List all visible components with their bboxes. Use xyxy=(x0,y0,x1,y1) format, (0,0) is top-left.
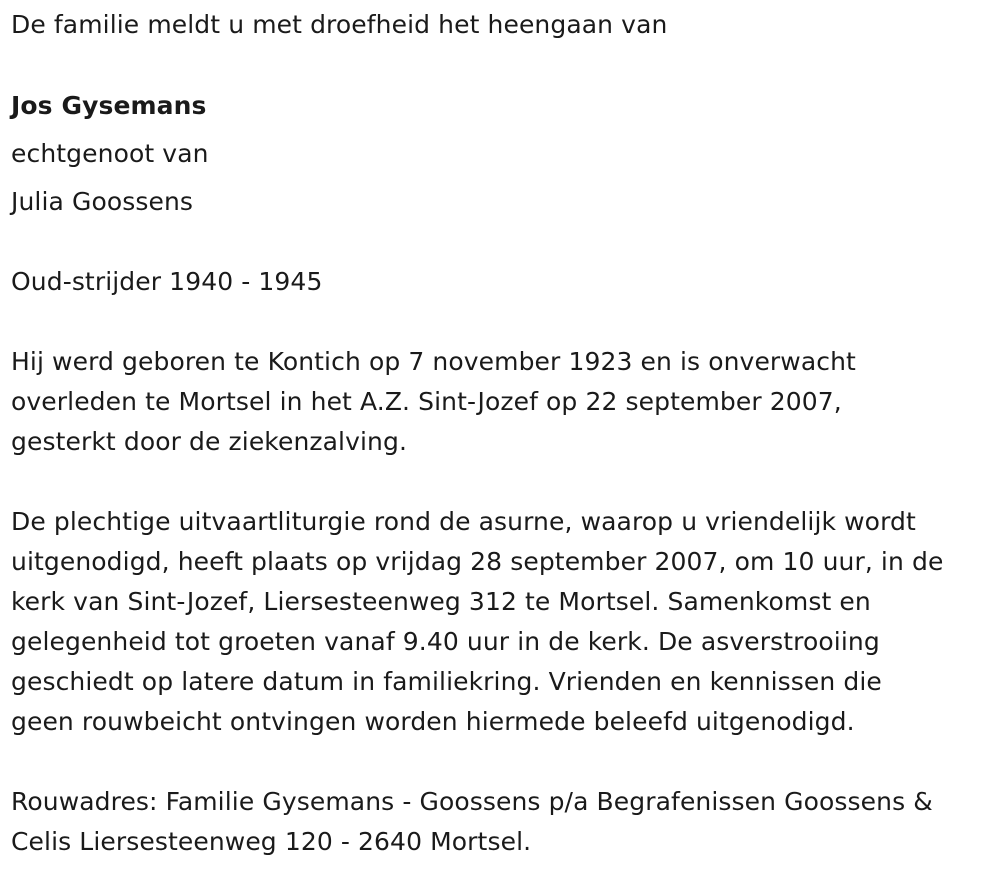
birth-death-line-3: gesterkt door de ziekenzalving. xyxy=(11,427,407,456)
funeral-line-3: kerk van Sint-Jozef, Liersesteenweg 312 te Mortsel. Samenkomst en xyxy=(11,587,871,616)
address-line-1: Rouwadres: Familie Gysemans - Goossens p/a Begrafenissen Goossens & xyxy=(11,787,933,816)
spouse-name: Julia Goossens xyxy=(11,187,194,216)
relation-text: echtgenoot van xyxy=(11,139,209,168)
intro-text: De familie meldt u met droefheid het heengaan van xyxy=(11,10,668,39)
funeral-line-2: uitgenodigd, heeft plaats op vrijdag 28 september 2007, om 10 uur, in de xyxy=(11,547,944,576)
funeral-line-4: gelegenheid tot groeten vanaf 9.40 uur in de kerk. De asverstrooiing xyxy=(11,627,880,656)
birth-death-line-2: overleden te Mortsel in het A.Z. Sint-Jozef op 22 september 2007, xyxy=(11,387,842,416)
birth-death-line-1: Hij werd geboren te Kontich op 7 november 1923 en is onverwacht xyxy=(11,347,856,376)
address-line-2: Celis Liersesteenweg 120 - 2640 Mortsel. xyxy=(11,827,532,856)
deceased-name: Jos Gysemans xyxy=(11,91,207,120)
funeral-line-6: geen rouwbeicht ontvingen worden hiermede beleefd uitgenodigd. xyxy=(11,707,855,736)
funeral-line-5: geschiedt op latere datum in familiekring. Vrienden en kennissen die xyxy=(11,667,882,696)
funeral-line-1: De plechtige uitvaartliturgie rond de asurne, waarop u vriendelijk wordt xyxy=(11,507,916,536)
veteran-text: Oud-strijder 1940 - 1945 xyxy=(11,267,323,296)
